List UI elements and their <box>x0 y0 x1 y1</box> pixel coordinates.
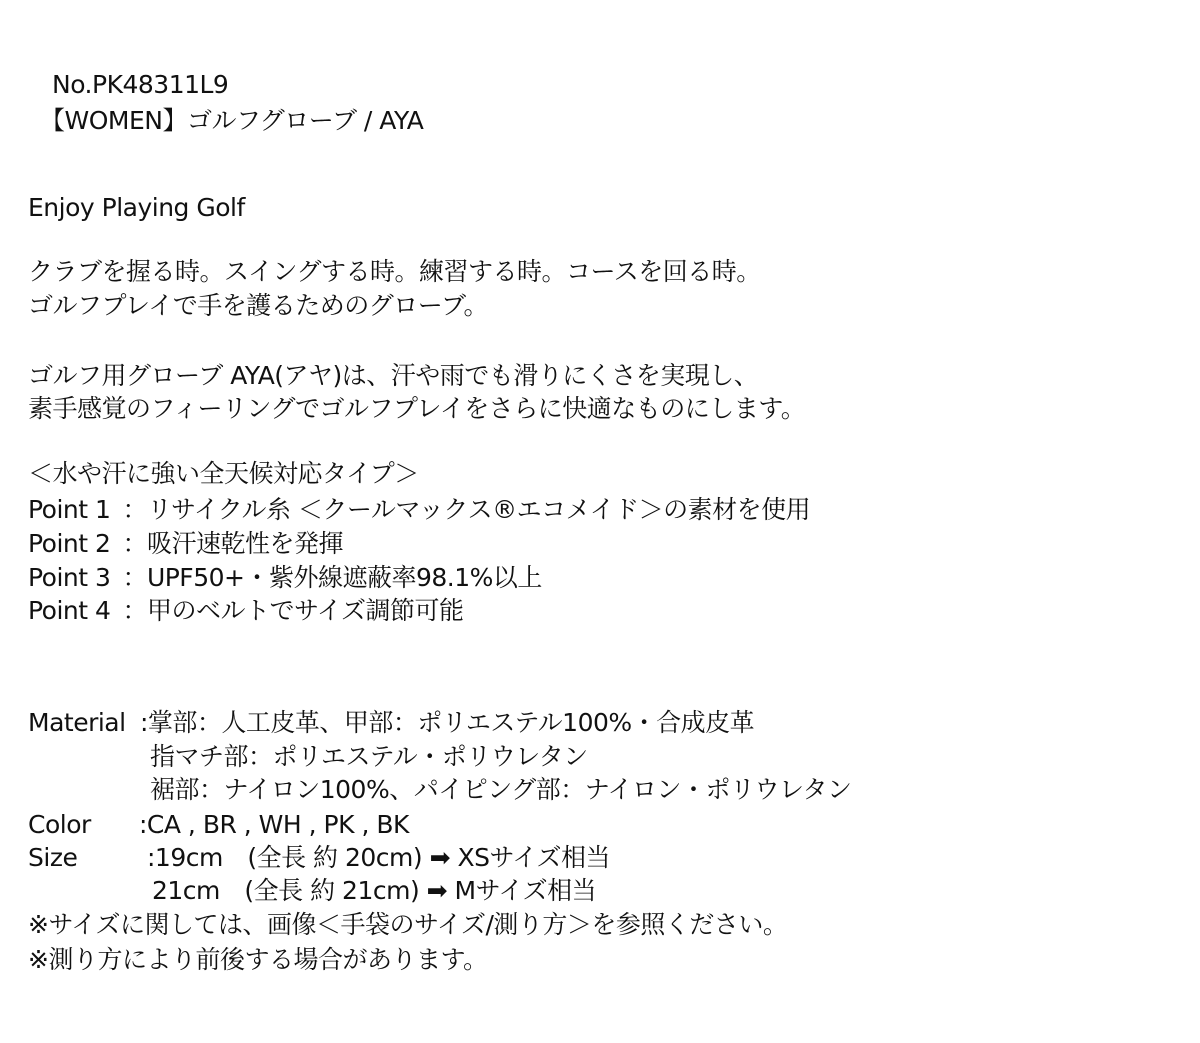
point-text: ：リサイクル糸 ＜クールマックス®エコメイド＞の素材を使用 <box>122 495 811 524</box>
point-label: Point 4 <box>28 596 111 625</box>
type-heading: ＜水や汗に強い全天候対応タイプ＞ <box>28 459 419 488</box>
product-number: No.PK48311L9 <box>52 70 229 99</box>
point-label: Point 3 <box>28 563 111 592</box>
description-line: 素手感覚のフィーリングでゴルフプレイをさらに快適なものにします。 <box>28 394 806 423</box>
material-label: Material <box>28 708 126 737</box>
point-4 <box>28 594 463 628</box>
intro-line: クラブを握る時。スイングする時。練習する時。コースを回る時。 <box>28 257 761 286</box>
size-label: Size <box>28 843 78 872</box>
color-label: Color <box>28 810 91 839</box>
point-label: Point 2 <box>28 529 111 558</box>
material-line: 指マチ部：ポリエステル・ポリウレタン <box>150 742 588 771</box>
point-1 <box>28 493 810 527</box>
product-title: 【WOMEN】ゴルフグローブ / AYA <box>40 106 424 135</box>
note: ※測り方により前後する場合があります。 <box>28 945 488 974</box>
size-line: 21cm (全長 約 21cm) ➡ Mサイズ相当 <box>152 876 597 905</box>
note: ※サイズに関しては、画像＜手袋のサイズ/測り方＞を参照ください。 <box>28 910 788 939</box>
intro-line: ゴルフプレイで手を護るためのグローブ。 <box>28 291 489 320</box>
point-text: ：甲のベルトでサイズ調節可能 <box>122 596 464 625</box>
point-text: ：吸汗速乾性を発揮 <box>122 529 343 558</box>
point-3 <box>28 561 542 595</box>
point-2 <box>28 527 343 561</box>
color-value: :CA , BR , WH , PK , BK <box>139 810 409 839</box>
description-line: ゴルフ用グローブ AYA(アヤ)は、汗や雨でも滑りにくさを実現し、 <box>28 361 759 390</box>
point-label: Point 1 <box>28 495 111 524</box>
material-line: :掌部：人工皮革、甲部：ポリエステル100%・合成皮革 <box>140 708 755 737</box>
tagline: Enjoy Playing Golf <box>28 193 245 222</box>
size-line: :19cm (全長 約 20cm) ➡ XSサイズ相当 <box>147 843 610 872</box>
point-text: ：UPF50+・紫外線遮蔽率98.1%以上 <box>122 563 542 592</box>
material-line: 裾部：ナイロン100%、パイピング部：ナイロン・ポリウレタン <box>150 775 852 804</box>
